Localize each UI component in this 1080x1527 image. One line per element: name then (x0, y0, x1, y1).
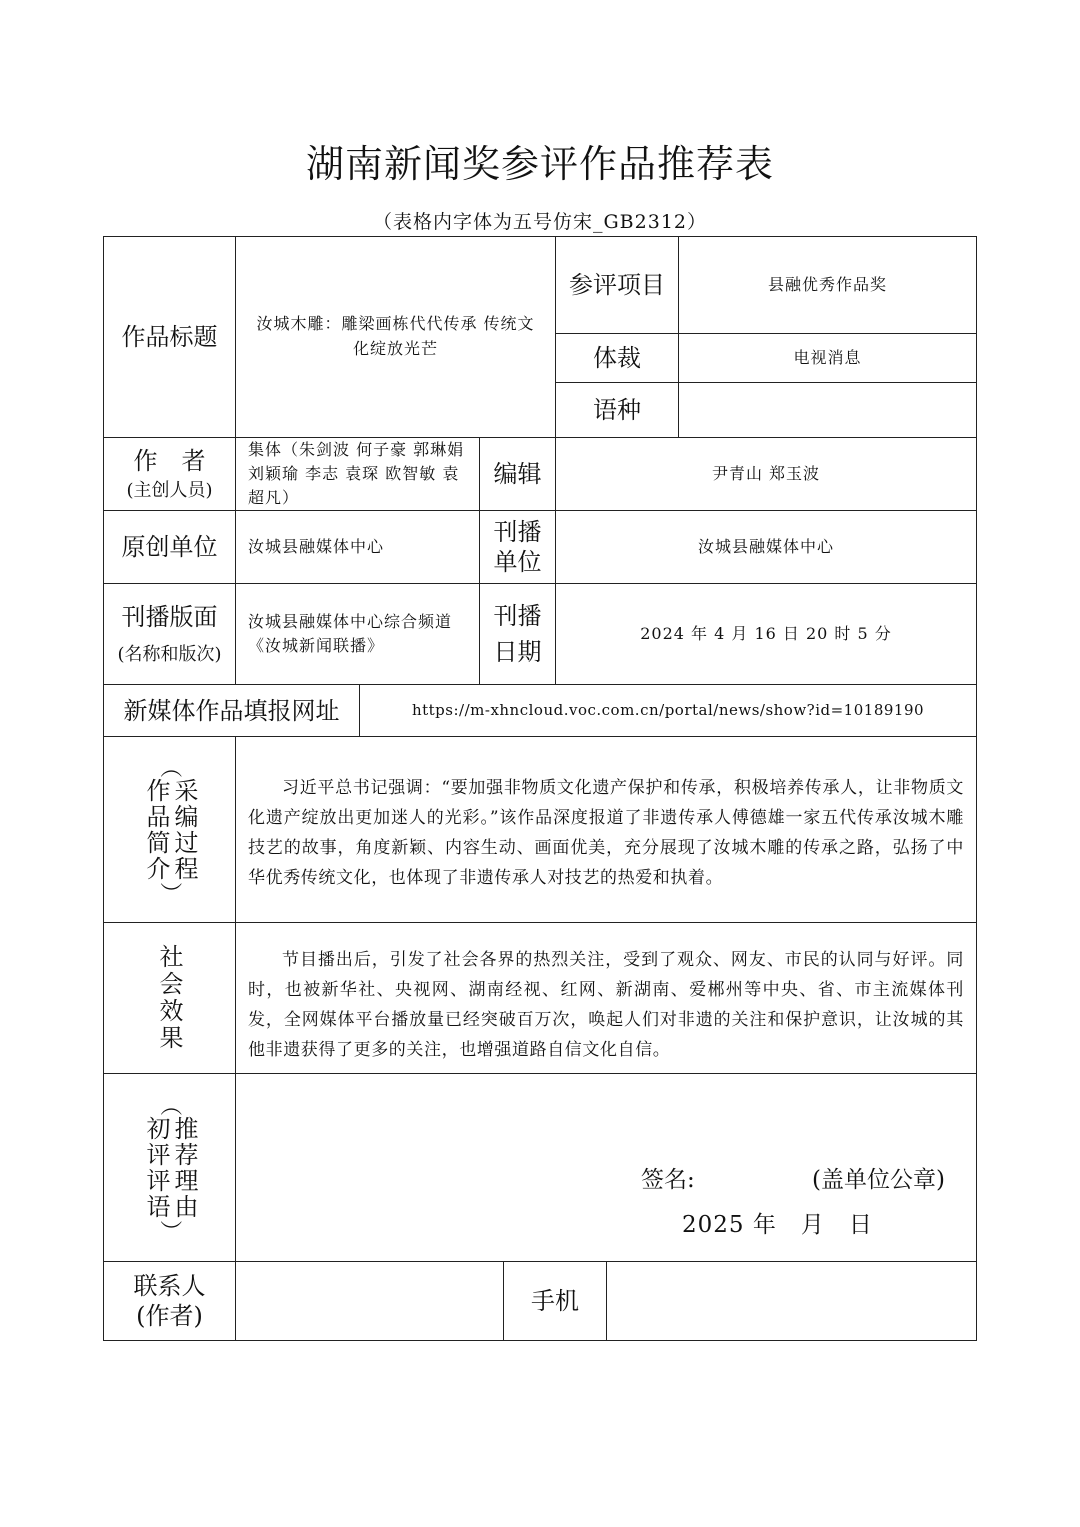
page-subtitle: （表格内字体为五号仿宋_GB2312） (373, 211, 707, 233)
review-paren-close: ） (157, 1219, 183, 1242)
review-label-cell (103, 1073, 236, 1262)
publisher-label-line2: 单位 (493, 548, 542, 576)
contact-label-cell (103, 1261, 236, 1341)
date-label-line1: 刊播 (493, 602, 542, 630)
review-label-col2-wrap (170, 1116, 198, 1220)
page-title: 湖南新闻奖参评作品推荐表 (305, 142, 774, 186)
intro-paren-close: ） (157, 881, 183, 904)
url-label: 新媒体作品填报网址 (103, 684, 360, 737)
author-label-cell (103, 437, 236, 511)
effect-label: 社会效果 (155, 944, 183, 1052)
author-value: 集体（朱剑波 何子豪 郭琳娟 刘颖瑜 李志 袁琛 欧智敏 袁超凡） (235, 437, 480, 511)
contact-label-line2: (作者) (136, 1302, 203, 1330)
page-label: 刊播版面 (121, 603, 218, 631)
publisher-label-cell (479, 510, 556, 584)
date-label-cell (479, 583, 556, 685)
publisher-value: 汝城县融媒体中心 (555, 510, 977, 584)
phone-label: 手机 (503, 1261, 607, 1341)
page-label-cell (103, 583, 236, 685)
page-value: 汝城县融媒体中心综合频道《汝城新闻联播》 (235, 583, 480, 685)
intro-label-col2-wrap (170, 778, 198, 882)
language-label: 语种 (555, 382, 679, 438)
url-value: https://m-xhncloud.voc.com.cn/portal/news/show?id=10189190 (359, 684, 977, 737)
review-label-col2: 推荐理由 (170, 1115, 198, 1220)
review-label-col1: 初评评语 (142, 1115, 170, 1220)
intro-label-col1: 作品简介 (142, 777, 170, 882)
work-title-label: 作品标题 (103, 236, 236, 438)
review-paren-open: （ (157, 1093, 183, 1116)
intro-label-col2: 采编过程 (170, 777, 198, 882)
contact-value (235, 1261, 504, 1341)
intro-label-cell (103, 736, 236, 923)
author-label: 作 者 (133, 447, 206, 475)
editor-label: 编辑 (479, 437, 556, 511)
page-sublabel: (名称和版次) (117, 644, 222, 665)
contact-label-line1: 联系人 (133, 1272, 206, 1300)
origin-label: 原创单位 (103, 510, 236, 584)
phone-value (606, 1261, 977, 1341)
effect-value: 节目播出后，引发了社会各界的热烈关注，受到了观众、网友、市民的认同与好评。同时，也被新华社、央视网、湖南经视、红网、新湖南、爱郴州等中央、省、市主流媒体刊发，全网媒体平台播放量已经突破百万次，唤起人们对非遗的关注和保护意识，让汝城的其他非遗获得了更多的关注，也增强道路自信文化自信。 (235, 922, 977, 1074)
effect-label-cell (103, 922, 236, 1074)
publisher-label-line1: 刊播 (493, 518, 542, 546)
genre-value: 电视消息 (678, 333, 977, 383)
date-label-line2: 日期 (493, 638, 542, 666)
origin-value: 汝城县融媒体中心 (235, 510, 480, 584)
work-title-value: 汝城木雕：雕梁画栋代代传承 传统文化绽放光芒 (235, 236, 556, 438)
intro-label-col1-wrap (142, 778, 170, 882)
category-value: 县融优秀作品奖 (678, 236, 977, 334)
language-value (678, 382, 977, 438)
author-sublabel: (主创人员) (126, 480, 213, 501)
category-label: 参评项目 (555, 236, 679, 334)
genre-label: 体裁 (555, 333, 679, 383)
intro-paren-open: （ (157, 755, 183, 778)
intro-value: 习近平总书记强调：“要加强非物质文化遗产保护和传承，积极培养传承人，让非物质文化遗产绽放出更加迷人的光彩。”该作品深度报道了非遗传承人傅德雄一家五代传承汝城木雕技艺的故事，角度新颖、内容生动、画面优美，充分展现了汝城木雕的传承之路，弘扬了中华优秀传统文化，也体现了非遗传承人对技艺的热爱和执着。 (235, 736, 977, 923)
editor-value: 尹青山 郑玉波 (555, 437, 977, 511)
seal-label: (盖单位公章) (812, 1167, 945, 1193)
date-line: 2025 年 月 日 (682, 1212, 873, 1238)
date-value: 2024 年 4 月 16 日 20 时 5 分 (555, 583, 977, 685)
review-label-col1-wrap (142, 1116, 170, 1220)
sign-label: 签名: (641, 1167, 695, 1193)
